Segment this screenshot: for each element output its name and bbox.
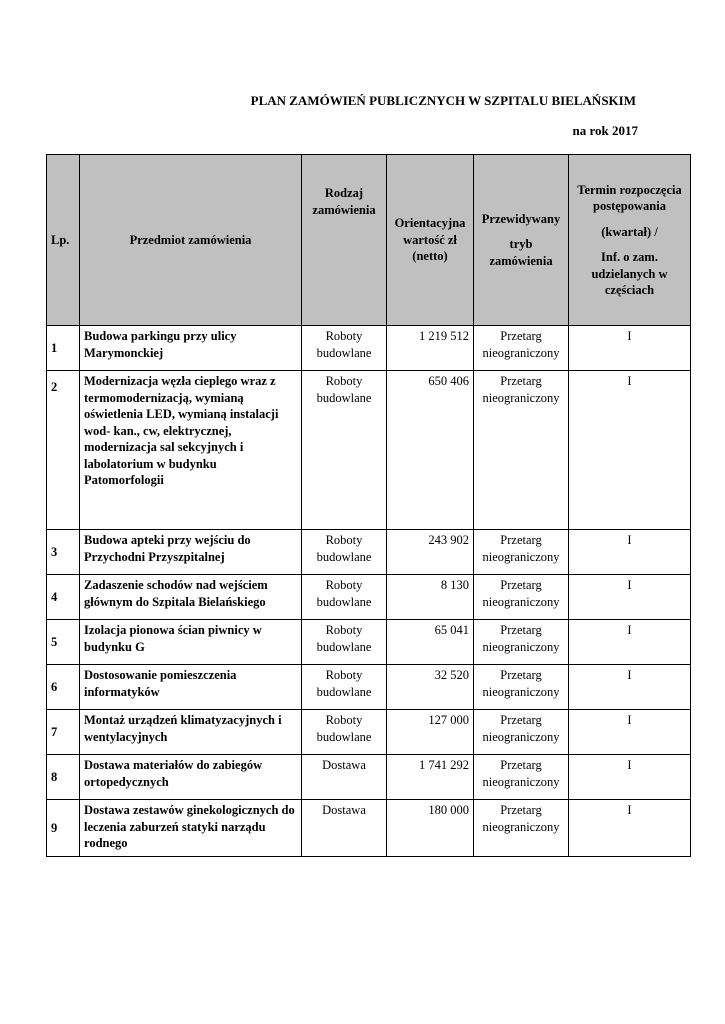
row-type: Roboty budowlane — [302, 665, 387, 710]
row-type: Dostawa — [302, 800, 387, 857]
document-title: PLAN ZAMÓWIEŃ PUBLICZNYCH W SZPITALU BIELAŃSKIM — [250, 93, 636, 108]
row-type: Roboty budowlane — [302, 575, 387, 620]
table-row — [47, 755, 691, 800]
header-mode-line1: Przewidywany — [481, 211, 561, 226]
row-value: 243 902 — [387, 530, 474, 575]
row-type: Roboty budowlane — [302, 371, 387, 530]
row-value: 650 406 — [387, 371, 474, 530]
header-term-line3: Inf. o zam. udzielanych w częściach — [591, 250, 668, 297]
row-mode: Przetarg nieograniczony — [474, 575, 569, 620]
row-value: 32 520 — [387, 665, 474, 710]
table-row — [47, 326, 691, 371]
table-row — [47, 710, 691, 755]
row-value: 1 219 512 — [387, 326, 474, 371]
row-value: 65 041 — [387, 620, 474, 665]
row-lp: 7 — [47, 710, 80, 755]
row-value: 127 000 — [387, 710, 474, 755]
row-mode: Przetarg nieograniczony — [474, 800, 569, 857]
row-subject: Zadaszenie schodów nad wejściem głównym do Szpitala Bielańskiego — [80, 575, 302, 620]
table-header — [47, 155, 691, 326]
row-type: Roboty budowlane — [302, 620, 387, 665]
header-term — [569, 155, 691, 326]
row-lp: 3 — [47, 530, 80, 575]
row-lp: 4 — [47, 575, 80, 620]
table-row — [47, 530, 691, 575]
row-mode: Przetarg nieograniczony — [474, 530, 569, 575]
row-subject: Budowa apteki przy wejściu do Przychodni Przyszpitalnej — [80, 530, 302, 575]
table-body — [47, 326, 691, 857]
header-subject: Przedmiot zamówienia — [80, 155, 302, 326]
row-term: I — [569, 326, 691, 371]
row-term: I — [569, 755, 691, 800]
row-type: Roboty budowlane — [302, 326, 387, 371]
row-mode: Przetarg nieograniczony — [474, 371, 569, 530]
row-subject: Dostawa materiałów do zabiegów ortopedycznych — [80, 755, 302, 800]
row-term: I — [569, 710, 691, 755]
row-mode: Przetarg nieograniczony — [474, 326, 569, 371]
row-subject: Modernizacja węzła cieplego wraz z termomodernizacją, wymianą oświetlenia LED, wymianą instalacji wod- kan., cw, elektrycznej, modernizacja sal sekcyjnych i labolatorium w budynku Patomorfologii — [80, 371, 302, 530]
row-type: Roboty budowlane — [302, 530, 387, 575]
row-value: 1 741 292 — [387, 755, 474, 800]
row-value: 180 000 — [387, 800, 474, 857]
row-value: 8 130 — [387, 575, 474, 620]
row-subject: Izolacja pionowa ścian piwnicy w budynku G — [80, 620, 302, 665]
header-term-line2: (kwartał) / — [601, 224, 658, 239]
header-row — [47, 155, 691, 326]
row-mode: Przetarg nieograniczony — [474, 620, 569, 665]
header-type: Rodzaj zamówienia — [302, 155, 387, 326]
row-type: Roboty budowlane — [302, 710, 387, 755]
row-term: I — [569, 575, 691, 620]
header-mode-line2: tryb zamówienia — [489, 237, 553, 268]
row-type: Dostawa — [302, 755, 387, 800]
table-row — [47, 665, 691, 710]
row-subject: Dostosowanie pomieszczenia informatyków — [80, 665, 302, 710]
row-lp: 5 — [47, 620, 80, 665]
row-term: I — [569, 530, 691, 575]
row-lp: 2 — [47, 371, 80, 530]
table-row — [47, 575, 691, 620]
row-subject: Montaż urządzeń klimatyzacyjnych i wentylacyjnych — [80, 710, 302, 755]
document-subtitle: na rok 2017 — [572, 123, 638, 138]
header-mode — [474, 155, 569, 326]
header-value: Orientacyjna wartość zł (netto) — [387, 155, 474, 326]
table-row — [47, 620, 691, 665]
row-term: I — [569, 665, 691, 710]
row-subject: Dostawa zestawów ginekologicznych do leczenia zaburzeń statyki narządu rodnego — [80, 800, 302, 857]
row-lp: 1 — [47, 326, 80, 371]
row-term: I — [569, 620, 691, 665]
row-term: I — [569, 800, 691, 857]
row-mode: Przetarg nieograniczony — [474, 665, 569, 710]
header-term-line1: Termin rozpoczęcia postępowania — [577, 182, 682, 213]
row-mode: Przetarg nieograniczony — [474, 710, 569, 755]
procurement-plan-table — [46, 154, 691, 857]
table-row — [47, 800, 691, 857]
header-lp: Lp. — [47, 155, 80, 326]
row-lp: 9 — [47, 800, 80, 857]
row-term: I — [569, 371, 691, 530]
table-row — [47, 371, 691, 530]
row-lp: 6 — [47, 665, 80, 710]
row-lp: 8 — [47, 755, 80, 800]
row-mode: Przetarg nieograniczony — [474, 755, 569, 800]
row-subject: Budowa parkingu przy ulicy Marymonckiej — [80, 326, 302, 371]
